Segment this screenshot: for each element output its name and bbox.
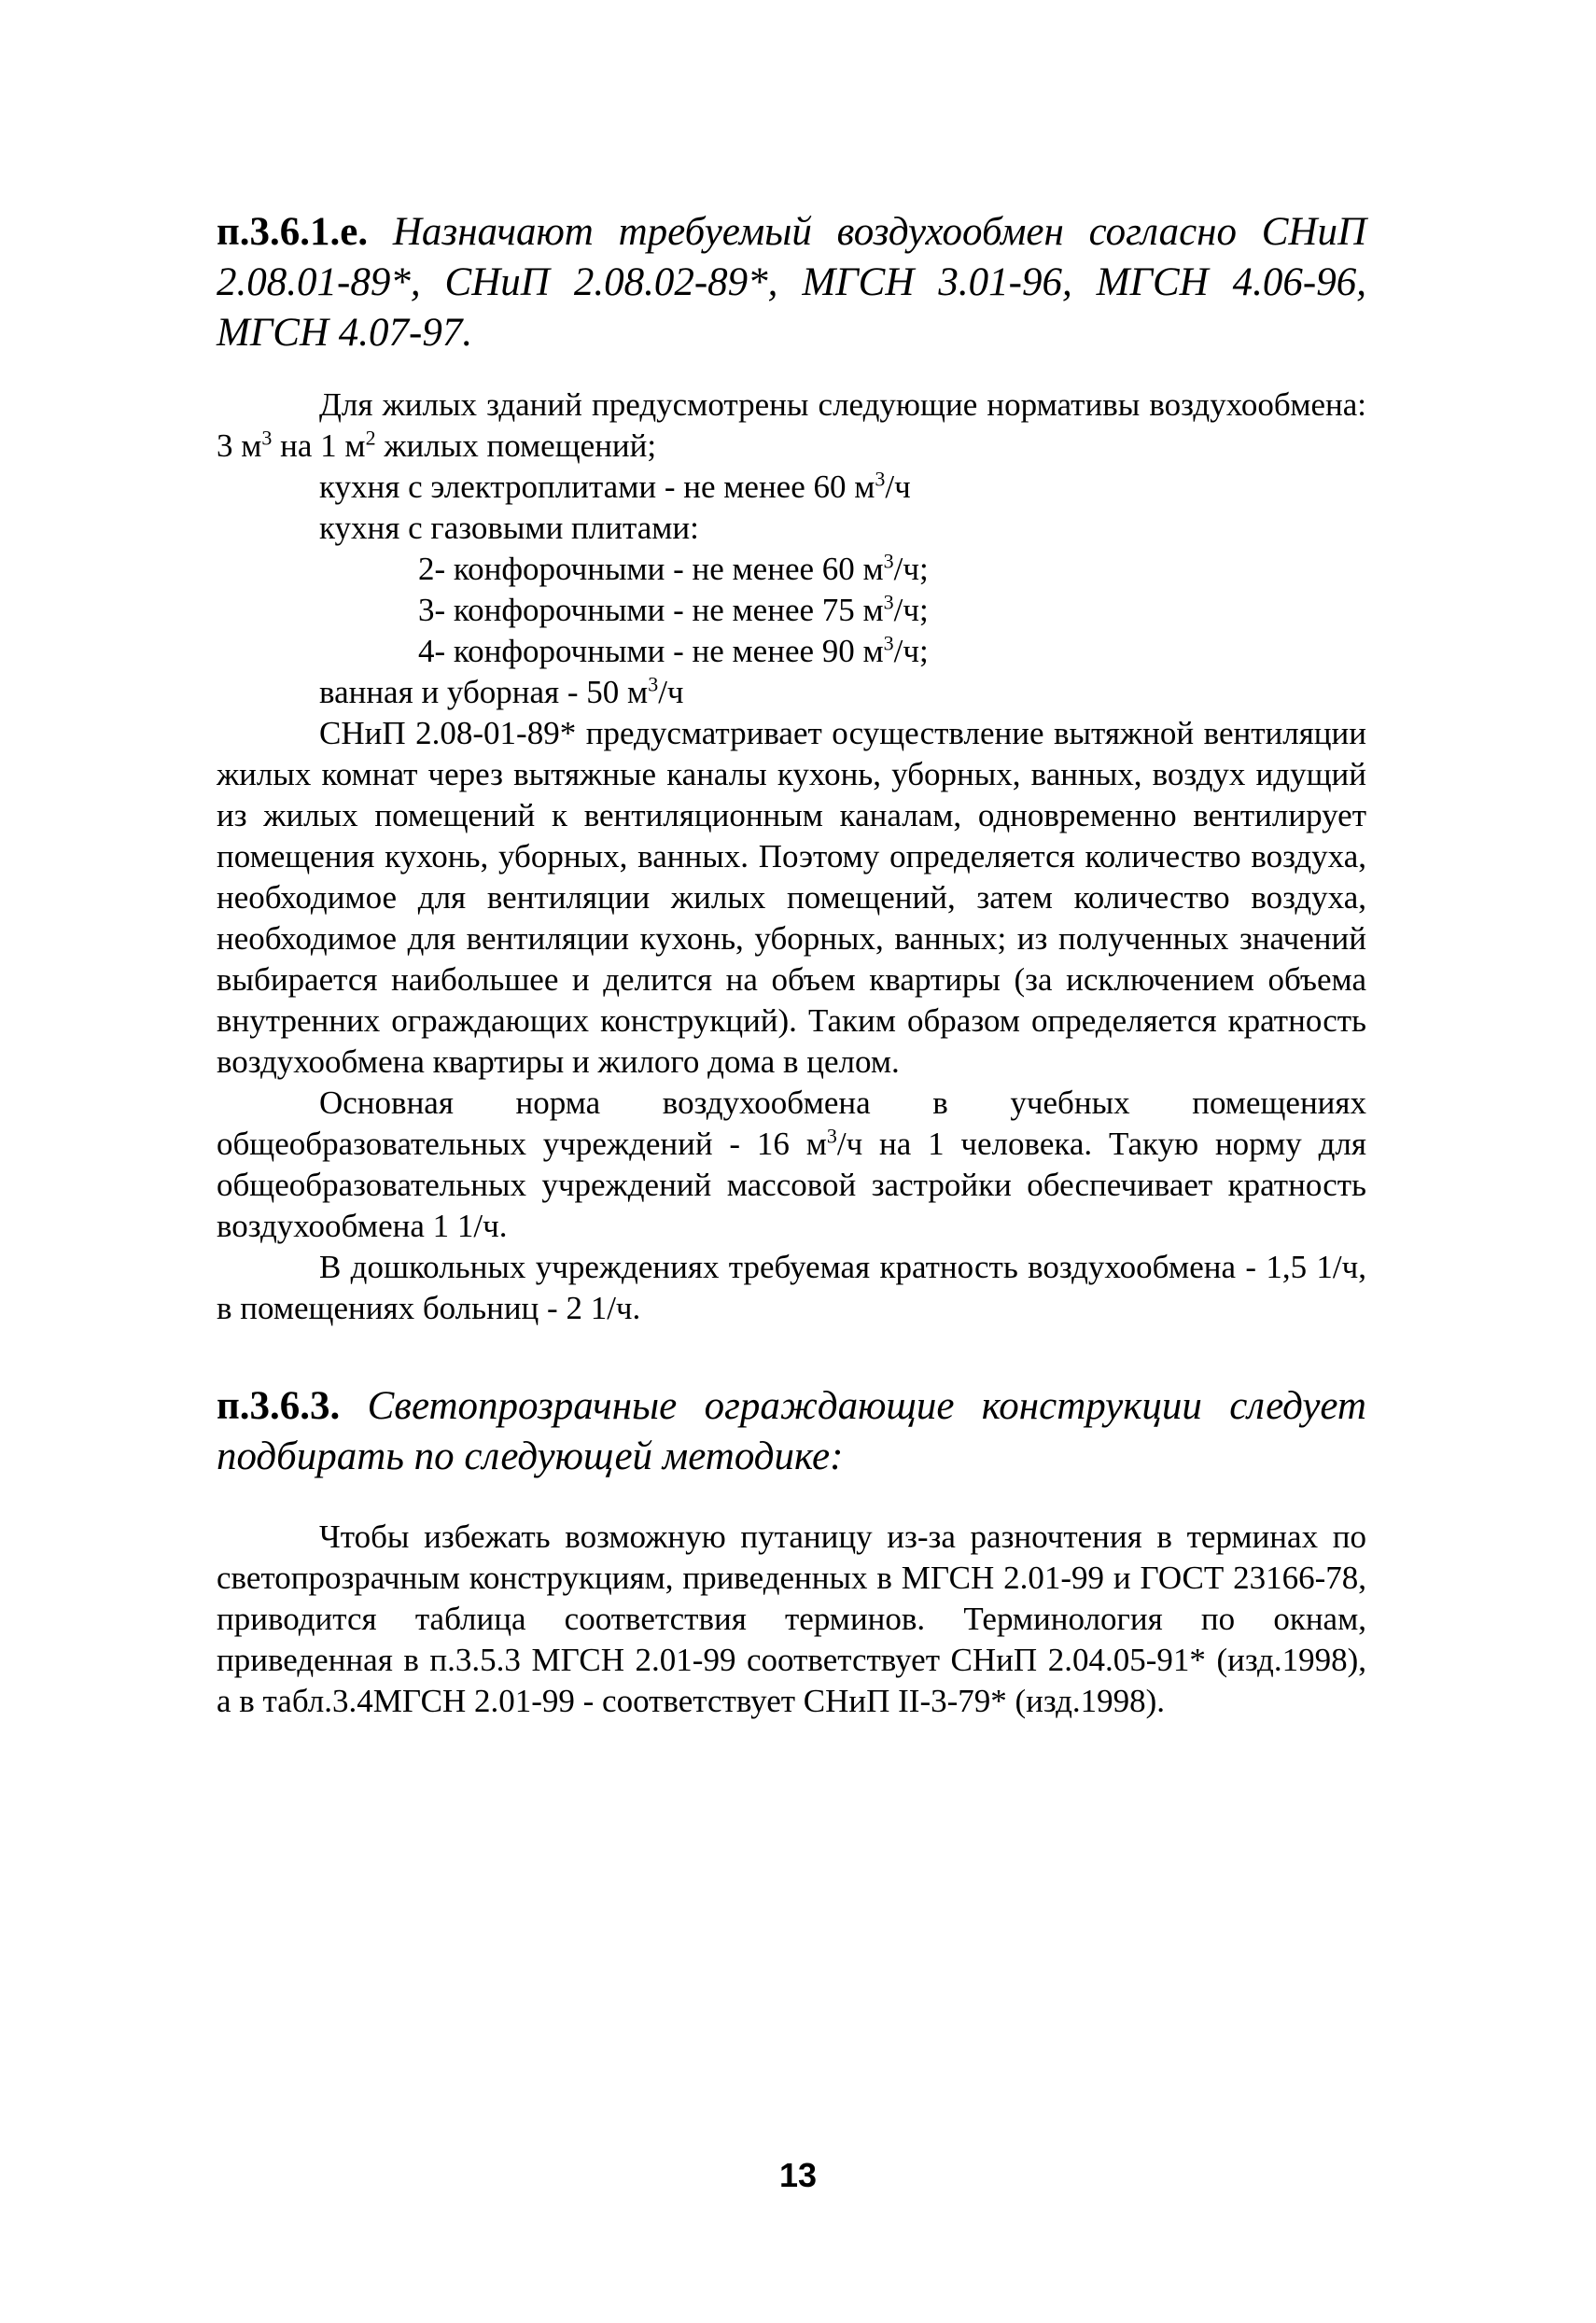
norm-kitchen-electric: кухня с электроплитами - не менее 60 $м^3/ч$ bbox=[319, 467, 911, 505]
terms-paragraph: Чтобы избежать возможную путаницу из-за разночтения в терминах по светопрозрачным конструкциям, приведенных в МГСН 2.01-99 и ГОСТ 23166-78, приводится таблица соответствия терминов. Терминология по окнам, приведенная в п.3.5.3 МГСН 2.01-99 соответствует СНиП 2.04.05-91* (изд.1998), а в табл.3.4МГСН 2.01-99 - соответствует СНиП II-3-79* (изд.1998). bbox=[217, 1518, 1366, 1719]
terms-block bbox=[217, 1517, 1366, 1722]
section-heading-3-6-3 bbox=[217, 1381, 1366, 1482]
section-title: Светопрозрачные ограждающие конструкции следует подбирать по следующей методике: bbox=[217, 1384, 1366, 1478]
section-number: п.3.6.3. bbox=[217, 1384, 341, 1428]
norm-bathroom: ванная и уборная - 50 $м^3/ч$ bbox=[319, 672, 684, 710]
norms-intro: Для жилых зданий предусмотрены следующие нормативы воздухообмена: 3 $м^3$ на 1 $м^2$ жилых помещений; bbox=[217, 386, 1366, 464]
page-number: 13 bbox=[778, 2156, 818, 2194]
preschool-paragraph: В дошкольных учреждениях требуемая кратность воздухообмена - 1,5 1/ч, в помещениях больниц - 2 1/ч. bbox=[217, 1249, 1366, 1326]
norm-burner-4: 4- конфорочными - не менее 90 $м^3/ч$; bbox=[418, 631, 929, 669]
section-number: п.3.6.1.е. bbox=[217, 210, 369, 254]
snip-paragraph: СНиП 2.08-01-89* предусматривает осуществление вытяжной вентиляции жилых комнат через вытяжные каналы кухонь, уборных, ванных, воздух идущий из жилых помещений к вентиляционным каналам, одновременно вентилирует помещения кухонь, уборных, ванных. Поэтому определяется количество воздуха, необходимое для вентиляции жилых помещений, затем количество воздуха, необходимое для вентиляции кухонь, уборных, ванных; из полученных значений выбирается наибольшее и делится на объем квартиры (за исключением объема внутренних ограждающих конструкций). Таким образом определяется кратность воздухообмена квартиры и жилого дома в целом. bbox=[217, 715, 1366, 1080]
section-heading-3-6-1 bbox=[217, 207, 1366, 358]
norms-block bbox=[217, 385, 1366, 1329]
norm-burner-3: 3- конфорочными - не менее 75 $м^3/ч$; bbox=[418, 590, 929, 628]
norm-kitchen-gas: кухня с газовыми плитами: bbox=[319, 510, 699, 546]
norm-burner-2: 2- конфорочными - не менее 60 $м^3/ч$; bbox=[418, 549, 929, 587]
school-paragraph: Основная норма воздухообмена в учебных помещениях общеобразовательных учреждений - 16 $м^3/ч$ на 1 человека. Такую норму для общеобразовательных учреждений массовой застройки обеспечивает кратность воздухообмена 1 1/ч. bbox=[217, 1085, 1366, 1244]
section-title: Назначают требуемый воздухообмен согласно СНиП 2.08.01-89*, СНиП 2.08.02-89*, МГСН 3.01-96, МГСН 4.06-96, МГСН 4.07-97. bbox=[217, 210, 1367, 355]
